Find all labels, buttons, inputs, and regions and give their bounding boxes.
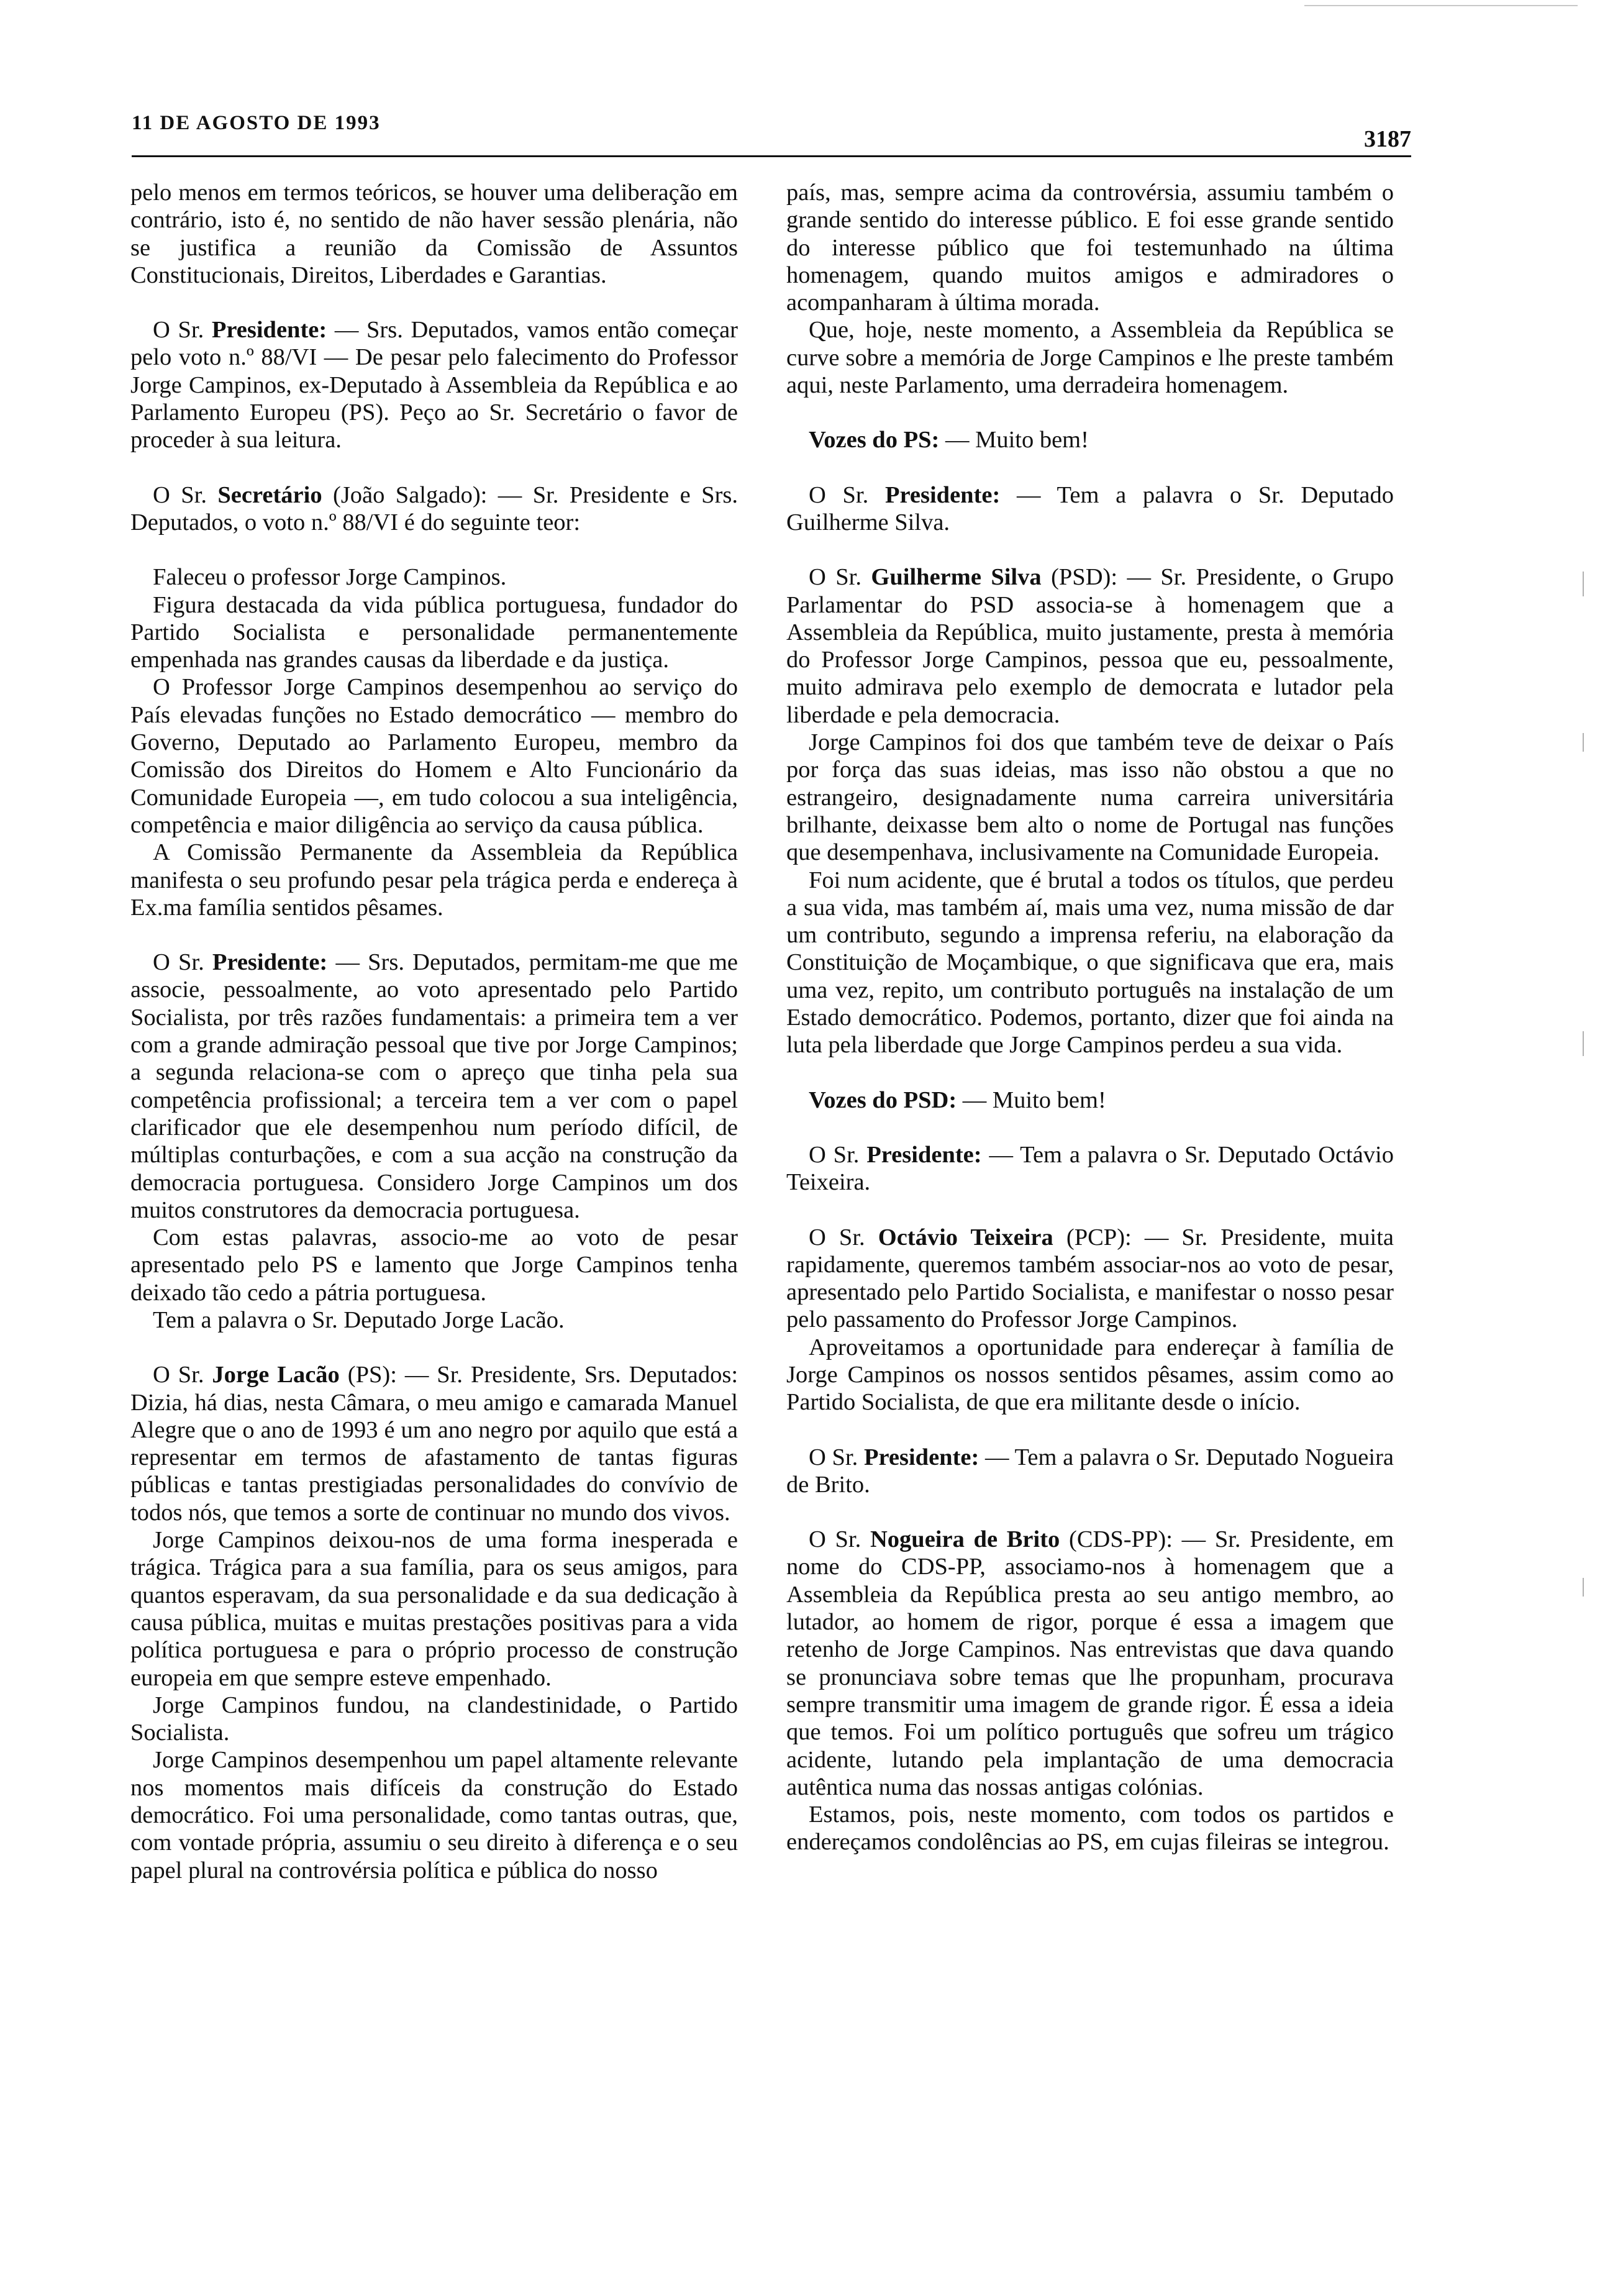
speaker-name: Vozes do PS: (809, 427, 940, 453)
paragraph: Foi num acidente, que é brutal a todos os títulos, que perdeu a sua vida, mas também aí, mais uma vez, numa missão de dar um contributo, segundo a imprensa referiu, na elaboração da Constituição de Moçambique, o que significava que era, mais uma vez, repito, um contributo português na instalação de um Estado democrático. Podemos, portanto, dizer que foi ainda na luta pela liberdade que Jorge Campinos perdeu a sua vida. (786, 867, 1394, 1059)
paragraph: Jorge Campinos desempenhou um papel altamente relevante nos momentos mais difíceis da construção do Estado democrático. Foi uma personalidade, como tantas outras, que, com vontade própria, assumiu o seu direito à diferença e o seu papel plural na controvérsia política e pública do nosso (130, 1747, 738, 1884)
speech-paragraph (786, 1224, 1394, 1334)
page-header (132, 112, 1411, 155)
left-column (130, 179, 738, 1884)
speaker-name: Secretário (217, 481, 322, 508)
speaker-name: Guilherme Silva (871, 564, 1042, 591)
speech-text: (PS): — Sr. Presidente, Srs. Deputados: Dizia, há dias, nesta Câmara, o meu amigo e camarada Manuel Alegre que o ano de 1993 é um ano negro por aquilo que está a representar em termos de afastamento de tantas figuras públicas e tantas prestigiadas personalidades do convívio de todos nós, que temos a sorte de continuar no mundo dos vivos. (130, 1362, 739, 1526)
speaker-prefix: O Sr. (809, 1141, 860, 1168)
speaker-name: Presidente: (211, 317, 327, 344)
paragraph: pelo menos em termos teóricos, se houver uma deliberação em contrário, isto é, no sentido de não haver sessão plenária, não se justifica a reunião da Comissão de Assuntos Constitucionais, Direitos, Liberdades e Garantias. (130, 180, 738, 288)
vote-paragraph: O Professor Jorge Campinos desempenhou ao serviço do País elevadas funções no Estado democrático — membro do Governo, Deputado ao Parlamento Europeu, membro da Comissão dos Direitos do Homem e Alto Funcionário da Comunidade Europeia —, em tudo colocou a sua inteligência, competência e maior diligência ao serviço da causa pública. (130, 674, 738, 838)
speech-text: (João Salgado): — Sr. Presidente e Srs. Deputados, o voto n.º 88/VI é do seguinte teor: (130, 481, 738, 535)
speaker-prefix: O Sr. (153, 1362, 204, 1388)
scan-margin-mark (1583, 1031, 1584, 1056)
speaker-prefix: O Sr. (153, 317, 204, 344)
speaker-prefix: O Sr. (153, 481, 207, 508)
speech-text: — Srs. Deputados, vamos então começar pelo voto n.º 88/VI — De pesar pelo falecimento do Professor Jorge Campinos, ex-Deputado à Assembleia da República e ao Parlamento Europeu (PS). Peço ao Sr. Secretário o favor de proceder à sua leitura. (130, 317, 738, 453)
speech-text: — Tem a palavra o Sr. Deputado Guilherme Silva. (786, 481, 1394, 535)
speech-paragraph (786, 563, 1394, 729)
speech-paragraph (786, 481, 1394, 537)
speaker-name: Vozes do PSD: (809, 1086, 957, 1113)
vote-paragraph: A Comissão Permanente da Assembleia da República manifesta o seu profundo pesar pela trágica perda e endereça à Ex.ma família sentidos pêsames. (130, 839, 738, 921)
speech-text: — Tem a palavra o Sr. Deputado Nogueira de Brito. (786, 1444, 1394, 1498)
vote-paragraph: Figura destacada da vida pública portuguesa, fundador do Partido Socialista e personalidade permanentemente empenhada nas grandes causas da liberdade e da justiça. (130, 591, 738, 673)
speech-paragraph (130, 481, 738, 537)
speaker-name: Presidente: (863, 1444, 980, 1470)
speaker-prefix: O Sr. (809, 1224, 865, 1250)
paragraph: Jorge Campinos foi dos que também teve de deixar o País por força das suas ideias, mas isso não obstou a que no estrangeiro, designadamente numa carreira universitária brilhante, deixasse bem alto o nome de Portugal nas funções que desempenhava, inclusivamente na Comunidade Europeia. (786, 729, 1394, 866)
speech-text: — Srs. Deputados, permitam-me que me associe, pessoalmente, ao voto apresentado pelo Partido Socialista, por três razões fundamentais: a primeira tem a ver com a grande admiração pessoal que tive por Jorge Campinos; a segunda relaciona-se com o apreço que tinha pela sua competência profissional; a terceira tem a ver com o papel clarificador que ele desempenhou num período difícil, de múltiplas conturbações, e com a sua acção na construção da democracia portuguesa. Considero Jorge Campinos um dos muitos construtores da democracia portuguesa. (130, 949, 739, 1223)
speaker-name: Nogueira de Brito (870, 1526, 1060, 1553)
scan-margin-mark (1583, 572, 1584, 596)
speech-paragraph (786, 1526, 1394, 1801)
speech-text: — Tem a palavra o Sr. Deputado Octávio Teixeira. (786, 1141, 1394, 1196)
speaker-prefix: O Sr. (809, 564, 861, 591)
scan-edge-line (1304, 5, 1578, 6)
speech-paragraph (130, 1361, 738, 1526)
paragraph: Jorge Campinos fundou, na clandestinidade, o Partido Socialista. (130, 1692, 738, 1746)
speech-text: — Muito bem! (945, 427, 1089, 453)
paragraph: Jorge Campinos deixou-nos de uma forma inesperada e trágica. Trágica para a sua família, para os seus amigos, para quantos esperavam, da sua personalidade e da sua dedicação à causa pública, muitas e muitas prestações positivas para a vida política portuguesa e para o próprio processo de construção europeia em que sempre esteve empenhado. (130, 1527, 738, 1691)
speaker-prefix: O Sr. (809, 481, 869, 508)
speaker-prefix: O Sr. (809, 1444, 858, 1470)
speech-paragraph (130, 949, 738, 1224)
speech-paragraph (786, 1141, 1394, 1196)
speech-text: (PSD): — Sr. Presidente, o Grupo Parlamentar do PSD associa-se à homenagem que a Assembleia da República, muito justamente, presta à memória do Professor Jorge Campinos, pessoa que eu, pessoalmente, muito admirava pelo exemplo de democrata e lutador pela liberdade e pela democracia. (786, 564, 1394, 728)
speaker-name: Presidente: (866, 1141, 982, 1168)
speech-text: (PCP): — Sr. Presidente, muita rapidamente, queremos também associar-nos ao voto de pesar, apresentado pelo Partido Socialista, e manifestar o nosso pesar pelo passamento do Professor Jorge Campinos. (786, 1224, 1394, 1333)
speech-text: (CDS-PP): — Sr. Presidente, em nome do CDS-PP, associamo-nos à homenagem que a Assembleia da República presta ao seu antigo membro, ao lutador, ao homem de rigor, porque é essa a imagem que retenho de Jorge Campinos. Nas entrevistas que dava quando se pronunciava sobre temas que lhe propunham, procurava sempre transmitir uma imagem de grande rigor. É essa a ideia que temos. Foi um político português que sofreu um trágico acidente, lutando pela implantação de uma democracia autêntica numa das nossas antigas colónias. (786, 1526, 1394, 1800)
speaker-name: Octávio Teixeira (878, 1224, 1053, 1250)
paragraph: Aproveitamos a oportunidade para endereçar à família de Jorge Campinos os nossos sentidos pêsames, assim como ao Partido Socialista, de que era militante desde o início. (786, 1334, 1394, 1416)
scan-margin-mark (1583, 733, 1584, 752)
interjection-paragraph (786, 1086, 1394, 1114)
paragraph: Estamos, pois, neste momento, com todos os partidos e endereçamos condolências ao PS, em cujas fileiras se integrou. (786, 1802, 1394, 1856)
interjection-paragraph (786, 426, 1394, 453)
speaker-name: Presidente: (884, 481, 1001, 508)
speech-paragraph (130, 316, 738, 453)
right-column (786, 179, 1394, 1856)
header-rule (132, 155, 1411, 157)
speech-text: — Muito bem! (962, 1086, 1106, 1113)
speaker-prefix: O Sr. (153, 949, 204, 976)
speaker-name: Presidente: (212, 949, 328, 976)
paragraph: Com estas palavras, associo-me ao voto de pesar apresentado pelo PS e lamento que Jorge Campinos tenha deixado tão cedo a pátria portuguesa. (130, 1224, 738, 1306)
header-date: 11 DE AGOSTO DE 1993 (132, 112, 381, 134)
paragraph: país, mas, sempre acima da controvérsia, assumiu também o grande sentido do interesse público. E foi esse grande sentido do interesse público que foi testemunhado na última homenagem, quando muitos amigos e admiradores o acompanharam à última morada. (786, 180, 1394, 316)
speaker-prefix: O Sr. (809, 1526, 861, 1553)
vote-paragraph: Faleceu o professor Jorge Campinos. (153, 564, 507, 591)
paragraph: Que, hoje, neste momento, a Assembleia da República se curve sobre a memória de Jorge Campinos e lhe preste também aqui, neste Parlamento, uma derradeira homenagem. (786, 317, 1394, 399)
scan-margin-mark (1583, 1578, 1584, 1597)
speaker-name: Jorge Lacão (212, 1362, 340, 1388)
page-number: 3187 (1364, 126, 1411, 152)
paragraph: Tem a palavra o Sr. Deputado Jorge Lacão. (153, 1306, 565, 1333)
speech-paragraph (786, 1444, 1394, 1499)
